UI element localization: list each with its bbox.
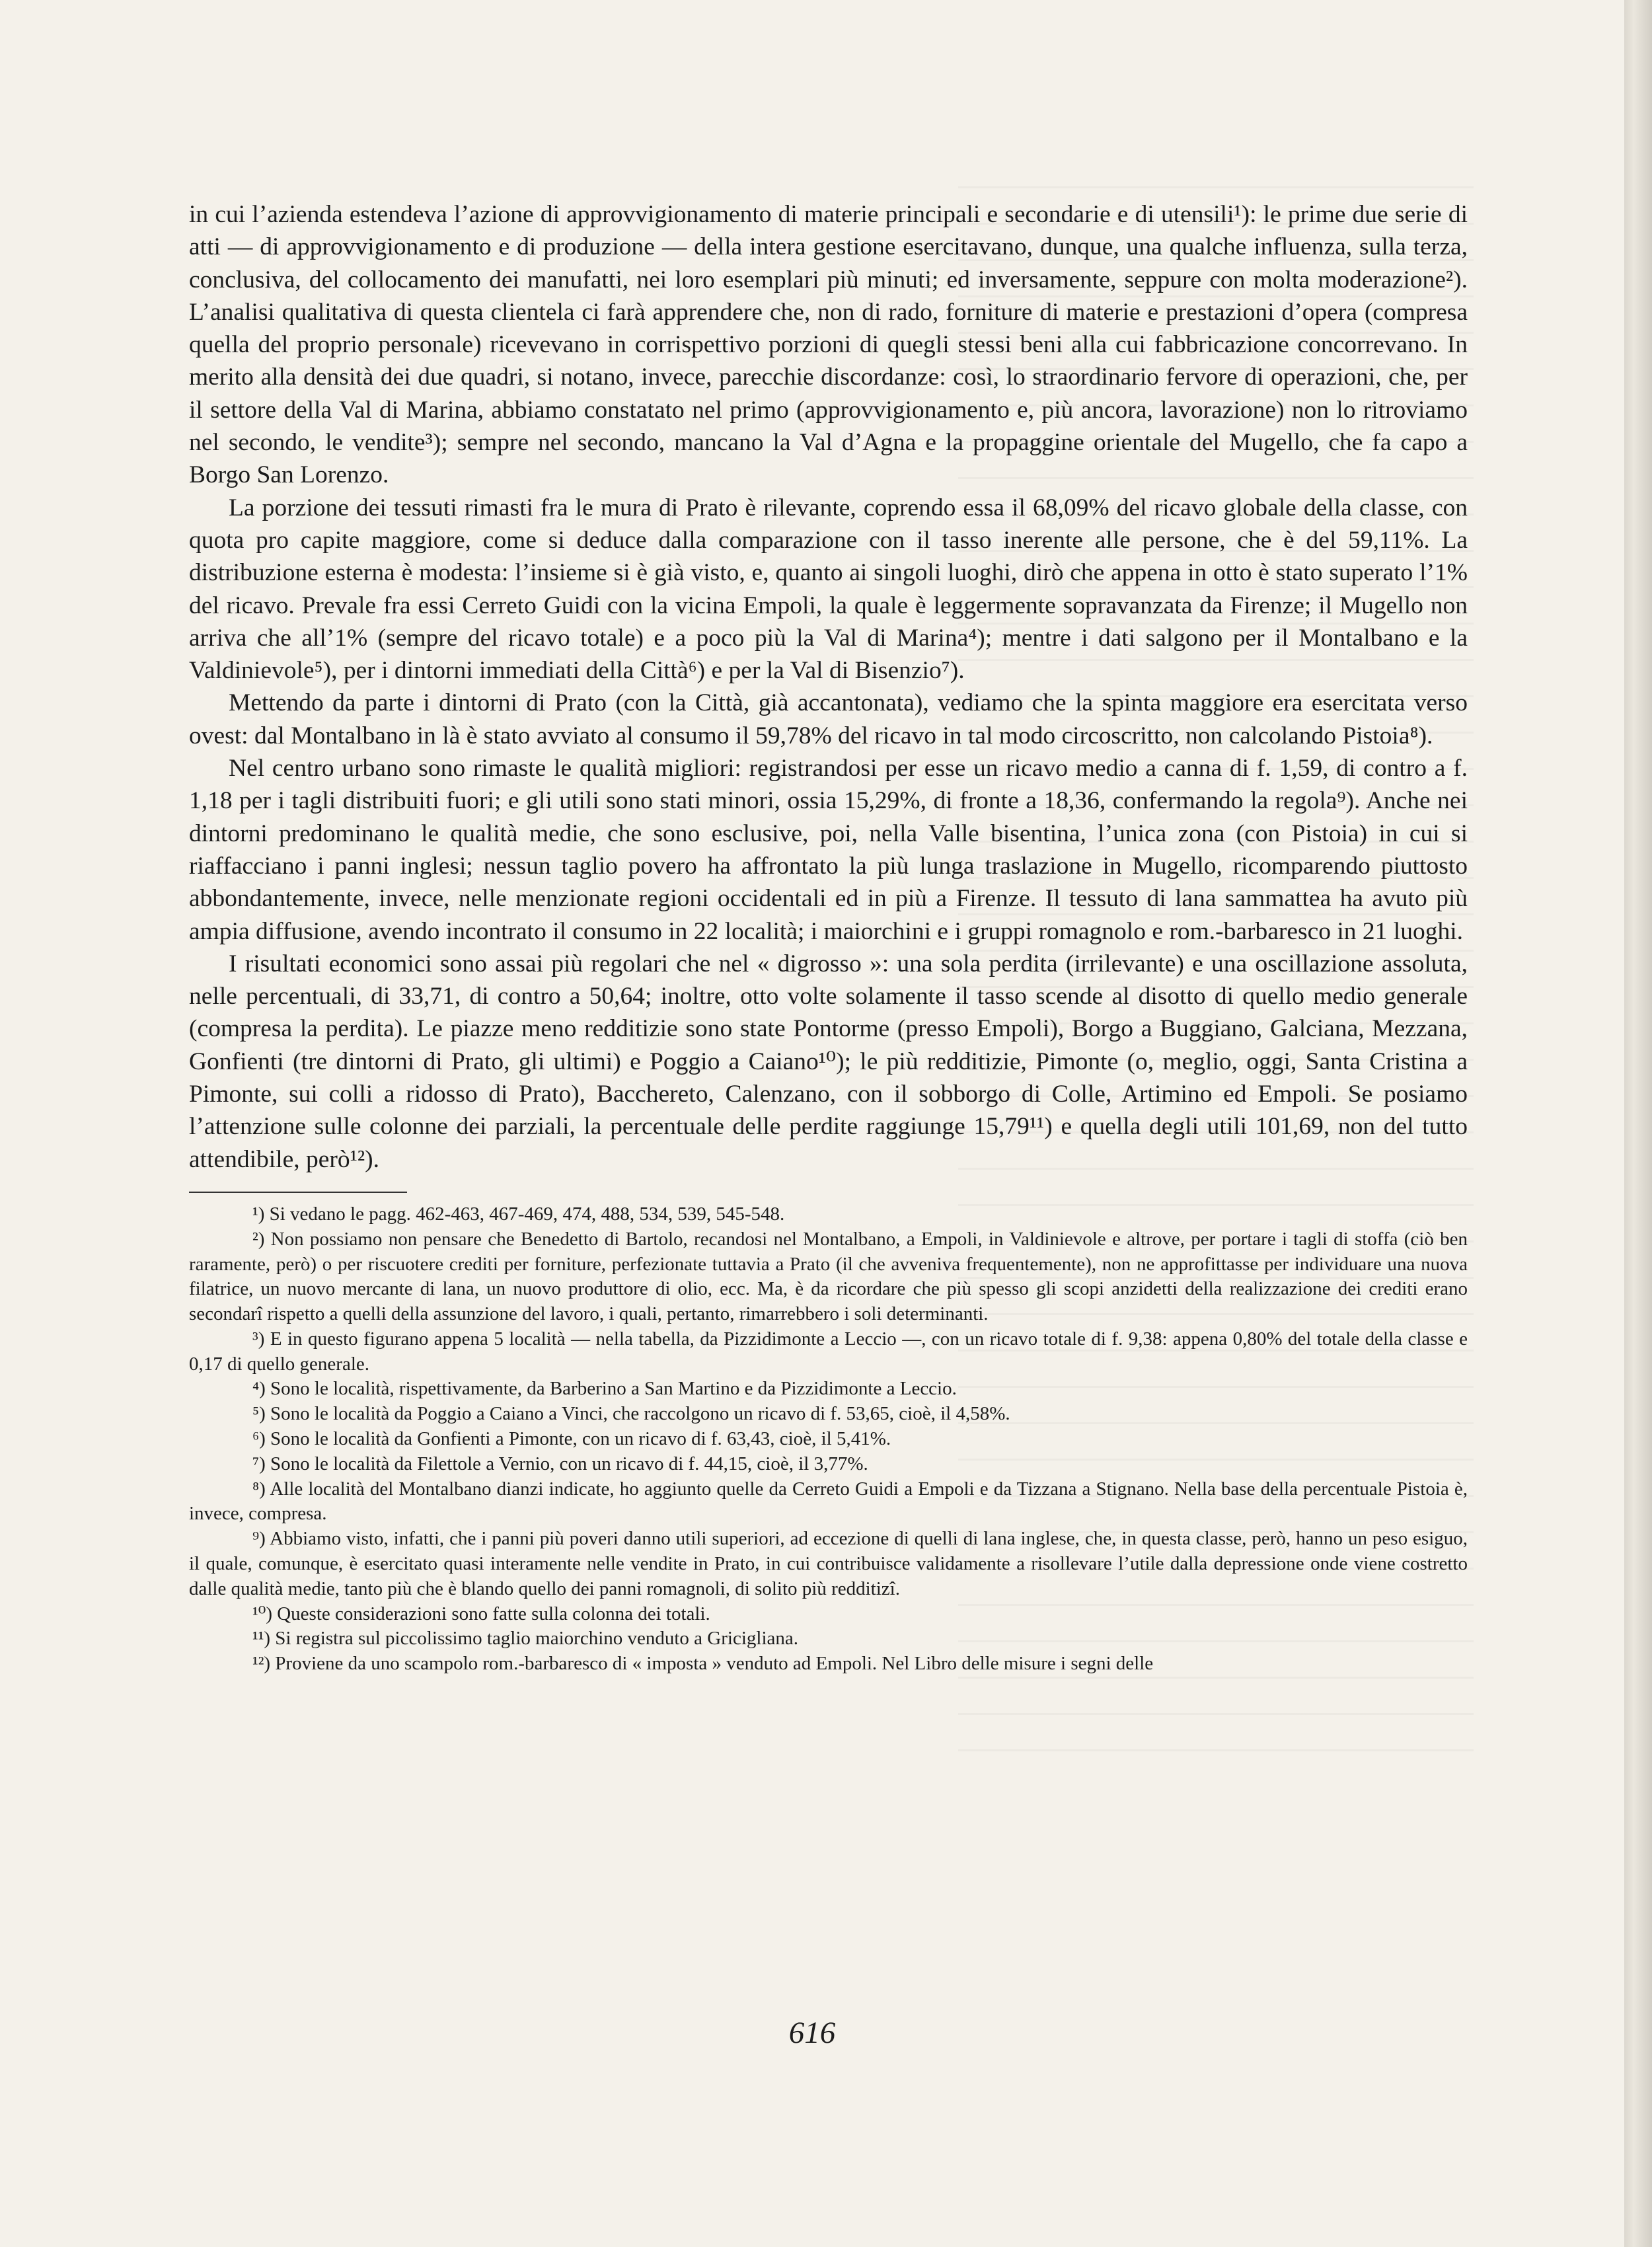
footnote-mark: ⁴) [252, 1378, 266, 1400]
footnote-text: Si vedano le pagg. 462-463, 467-469, 474, 488, 534, 539, 545-548. [269, 1203, 785, 1225]
footnote-mark: ¹⁰) [252, 1603, 272, 1624]
footnote-divider [189, 1192, 407, 1193]
paragraph: La porzione dei tessuti rimasti fra le mura di Prato è rilevante, coprendo essa il 68,09% del ricavo globale della classe, con quota pro capite maggiore, come si deduce dalla comparazione con il tasso inerente alle persone, che è del 59,11%. La distribuzione esterna è modesta: l’insieme si è già visto, e, quanto ai singoli luoghi, dirò che appena in otto è stato superato l’1% del ricavo. Prevale fra essi Cerreto Guidi con la vicina Empoli, la quale è leggermente sopravanzata da Firenze; il Mugello non arriva che all’1% (sempre del ricavo totale) e a poco più la Val di Marina⁴); mentre i dati salgono per il Montalbano e la Valdinievole⁵), per i dintorni immediati della Città⁶) e per la Val di Bisenzio⁷). [189, 494, 1468, 685]
page-number: 616 [788, 2016, 836, 2050]
footnote [189, 1602, 1468, 1627]
footnote-text: Proviene da uno scampolo rom.-barbaresco di « imposta » venduto ad Empoli. Nel Libro delle misure i segni delle [275, 1653, 1154, 1675]
page-content [189, 198, 1468, 1677]
footnote-text: Sono le località da Filettole a Vernio, con un ricavo di f. 44,15, cioè, il 3,77%. [270, 1453, 868, 1474]
footnote [189, 1527, 1468, 1601]
footnote [189, 1427, 1468, 1452]
footnote [189, 1652, 1468, 1677]
footnote [189, 1402, 1468, 1427]
footnote [189, 1227, 1468, 1327]
footnote-text: Abbiamo visto, infatti, che i panni più poveri danno utili superiori, ad eccezione di quelli di lana inglese, che, in questa classe, però, hanno un peso esiguo, il quale, comunque, è esercitato quasi interamente nelle vendite in Prato, in cui contribuisce validamente a risollevare l’utile dalla depressione onde viene costretto dalle qualità medie, tanto più che è blando quello dei panni romagnoli, di solito più redditizî. [189, 1528, 1468, 1599]
footnote-mark: ³) [252, 1328, 265, 1350]
footnote-mark: ⁹) [252, 1528, 266, 1550]
body-text [189, 198, 1468, 1176]
footnote-mark: ¹¹) [252, 1628, 271, 1650]
footnote-text: Si registra sul piccolissimo taglio maiorchino venduto a Gricigliana. [275, 1628, 798, 1650]
paragraph: I risultati economici sono assai più regolari che nel « digrosso »: una sola perdita (irrilevante) e una oscillazione assoluta, nelle percentuali, di 33,71, di contro a 50,64; inoltre, otto volte solamente il tasso scende al disotto di quello medio generale (compresa la perdita). Le piazze meno redditizie sono state Pontorme (presso Empoli), Borgo a Buggiano, Galciana, Mezzana, Gonfienti (tre dintorni di Prato, gli ultimi) e Poggio a Caiano¹⁰); le più redditizie, Pimonte (o, meglio, oggi, Santa Cristina a Pimonte, sui colli a ridosso di Prato), Bacchereto, Calenzano, con il sobborgo di Colle, Artimino ed Empoli. Se posiamo l’attenzione sulle colonne dei parziali, la percentuale delle perdite raggiunge 15,79¹¹) e quella degli utili 101,69, non del tutto attendibile, però¹²). [189, 950, 1468, 1173]
footnote-mark: ²) [252, 1228, 265, 1250]
paragraph: Mettendo da parte i dintorni di Prato (con la Città, già accantonata), vediamo che la spinta maggiore era esercitata verso ovest: dal Montalbano in là è stato avviato al consumo il 59,78% del ricavo in tal modo circoscritto, non calcolando Pistoia⁸). [189, 689, 1468, 749]
paragraph: Nel centro urbano sono rimaste le qualità migliori: registrandosi per esse un ricavo medio a canna di f. 1,59, di contro a f. 1,18 per i tagli distribuiti fuori; e gli utili sono stati minori, ossia 15,29%, di fronte a 18,36, confermando la regola⁹). Anche nei dintorni predominano le qualità medie, che sono esclusive, poi, nella Valle bisentina, l’unica zona (con Pistoia) in cui si riaffacciano i panni inglesi; nessun taglio povero ha affrontato la più lunga traslazione in Mugello, ricomparendo piuttosto abbondantemente, invece, nelle menzionate regioni occidentali ed in più a Firenze. Il tessuto di lana sammattea ha avuto più ampia diffusione, avendo incontrato il consumo in 22 località; i maiorchini e i gruppi romagnolo e rom.-barbaresco in 21 luoghi. [189, 755, 1468, 945]
footnotes [189, 1202, 1468, 1677]
footnote-mark: ¹) [252, 1203, 265, 1225]
footnote-mark: ¹²) [252, 1653, 271, 1675]
footnote [189, 1377, 1468, 1402]
footnote-mark: ⁶) [252, 1428, 266, 1450]
footnote [189, 1202, 1468, 1227]
footnote-text: Sono le località da Gonfienti a Pimonte, con un ricavo di f. 63,43, cioè, il 5,41%. [270, 1428, 891, 1450]
footnote-text: Non possiamo non pensare che Benedetto di Bartolo, recandosi nel Montalbano, a Empoli, in Valdinievole e altrove, per portare i tagli di stoffa (ciò ben raramente, però) o per riscuotere crediti per forniture, perfezionate tuttavia a Prato (il che avveniva frequentemente), non ne approfittasse per individuare una nuova filatrice, un nuovo mercante di lana, un nuovo produttore di olio, ecc. Ma, è da ricordare che più spesso gli scopi anzidetti della realizzazione dei crediti erano secondarî rispetto a quelli della assunzione del lavoro, i quali, pertanto, rimarrebbero i soli determinanti. [189, 1228, 1468, 1325]
footnote-text: Queste considerazioni sono fatte sulla colonna dei totali. [277, 1603, 710, 1624]
page-edge [1624, 0, 1652, 2247]
paragraph: in cui l’azienda estendeva l’azione di approvvigionamento di materie principali e secondarie e di utensili¹): le prime due serie di atti — di approvvigionamento e di produzione — della intera gestione esercitavano, dunque, una qualche influenza, sulla terza, conclusiva, del collocamento dei manufatti, nei loro esemplari più minuti; ed inversamente, seppure con molta moderazione²). L’analisi qualitativa di questa clientela ci farà apprendere che, non di rado, forniture di materie e prestazioni d’opera (compresa quella del proprio personale) ricevevano in corrispettivo porzioni di quegli stessi beni alla cui fabbricazione concorrevano. In merito alla densità dei due quadri, si notano, invece, parecchie discordanze: così, lo straordinario fervore di operazioni, che, per il settore della Val di Marina, abbiamo constatato nel primo (approvvigionamento e, più ancora, lavorazione) non lo ritroviamo nel secondo, le vendite³); sempre nel secondo, mancano la Val d’Agna e la propaggine orientale del Mugello, che fa capo a Borgo San Lorenzo. [189, 201, 1468, 489]
footnote-text: Alle località del Montalbano dianzi indicate, ho aggiunto quelle da Cerreto Guidi a Empoli e da Tizzana a Stignano. Nella base della percentuale Pistoia è, invece, compresa. [189, 1478, 1468, 1525]
footnote-text: Sono le località, rispettivamente, da Barberino a San Martino e da Pizzidimonte a Leccio. [270, 1378, 957, 1400]
footnote [189, 1452, 1468, 1477]
footnote-mark: ⁷) [252, 1453, 266, 1474]
footnote-mark: ⁵) [252, 1403, 266, 1425]
footnote-text: Sono le località da Poggio a Caiano a Vinci, che raccolgono un ricavo di f. 53,65, cioè, il 4,58%. [270, 1403, 1010, 1425]
footnote [189, 1626, 1468, 1652]
footnote-text: E in questo figurano appena 5 località — nella tabella, da Pizzidimonte a Leccio —, con un ricavo totale di f. 9,38: appena 0,80% del totale della classe e 0,17 di quello generale. [189, 1328, 1468, 1375]
footnote [189, 1477, 1468, 1527]
footnote-mark: ⁸) [252, 1478, 266, 1500]
footnote [189, 1327, 1468, 1377]
